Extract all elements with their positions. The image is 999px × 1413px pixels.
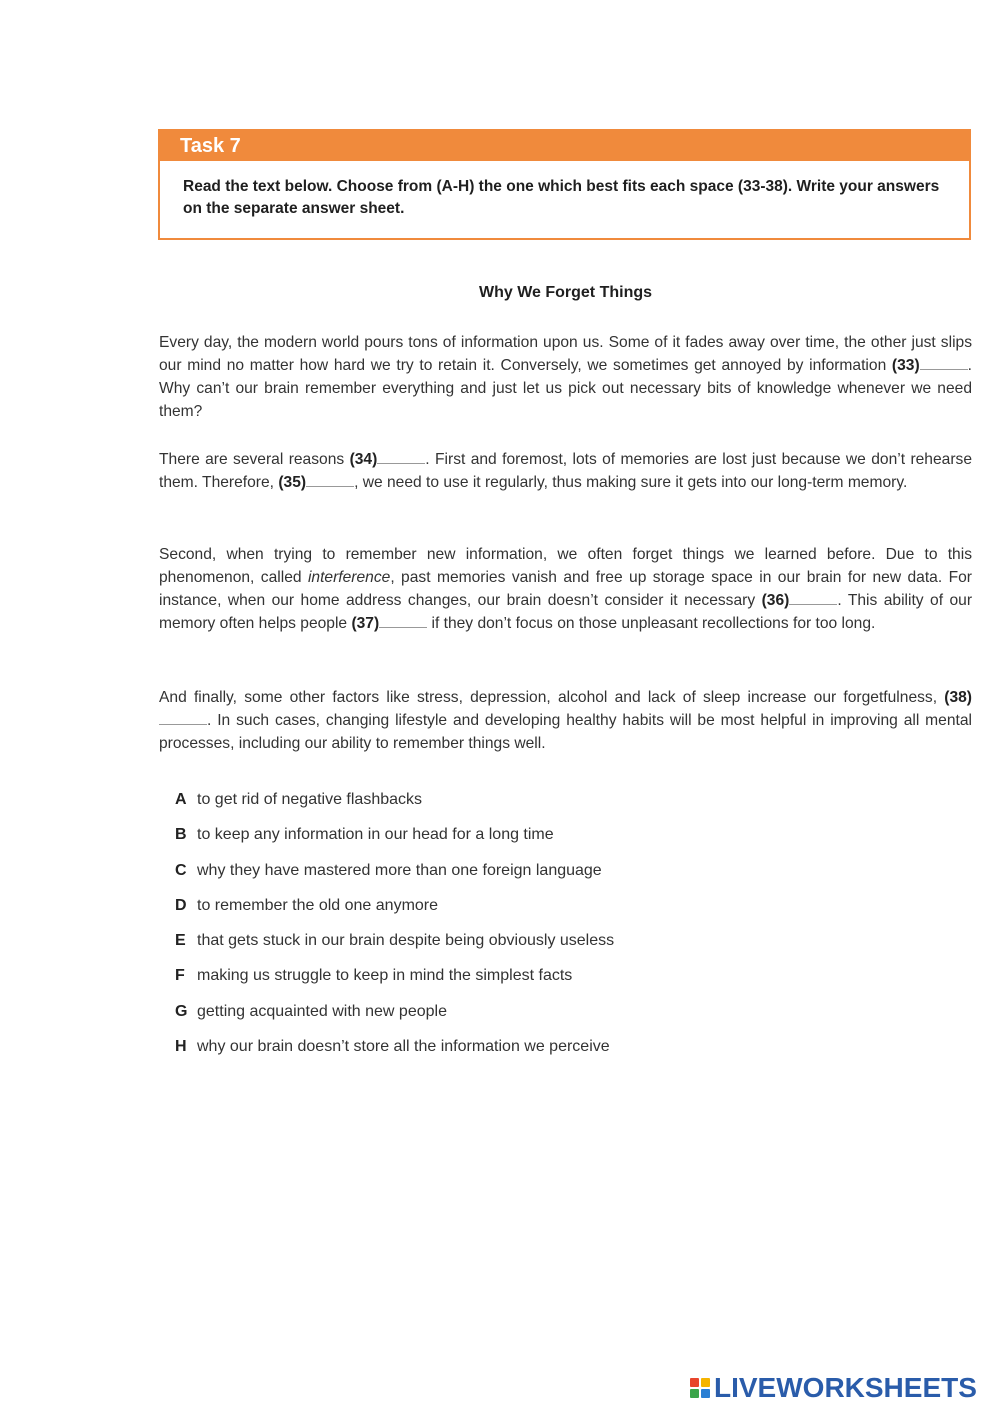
option-text: to keep any information in our head for a long time: [197, 826, 554, 844]
option-h: [175, 1035, 775, 1070]
option-text: getting acquainted with new people: [197, 1002, 447, 1020]
logo-square: [690, 1389, 699, 1398]
logo-square: [701, 1378, 710, 1387]
text: . This ability of our memory often helps people: [159, 592, 973, 632]
option-f: [175, 964, 775, 999]
task-instruction: Read the text below. Choose from (A-H) the one which best fits each space (33-38). Write your answers on the separate answer sheet.: [183, 178, 940, 217]
gap-36-label: (36): [761, 592, 790, 609]
text: , we need to use it regularly, thus making sure it gets into our long-term memory.: [354, 474, 908, 491]
term-interference: interference: [307, 569, 391, 586]
paragraph-1: [159, 331, 972, 423]
option-letter: H: [175, 1038, 187, 1056]
option-letter: B: [175, 826, 187, 844]
text: . First and foremost, lots of memories are lost just because we don’t rehearse them. Therefore,: [159, 451, 972, 491]
gap-33-blank[interactable]: [920, 356, 968, 370]
gap-33-label: (33): [891, 357, 920, 374]
logo-square: [701, 1389, 710, 1398]
paragraph-4: [159, 686, 972, 755]
gap-34-blank[interactable]: [377, 450, 425, 464]
answer-options: [175, 788, 775, 1070]
option-e: [175, 929, 775, 964]
text: There are several reasons: [159, 451, 350, 468]
gap-35-label: (35): [278, 474, 307, 491]
option-text: to get rid of negative flashbacks: [197, 791, 423, 808]
option-letter: D: [175, 896, 187, 914]
option-text: to remember the old one anymore: [197, 896, 439, 914]
option-letter: E: [175, 932, 186, 950]
task-header: Task 7: [160, 131, 969, 161]
option-text: why our brain doesn’t store all the information we perceive: [197, 1038, 610, 1056]
text: Every day, the modern world pours tons of information upon us. Some of it fades away over time, the other just slips our mind no matter how hard we try to retain it. Conversely, we sometimes get annoyed by information: [159, 334, 972, 374]
text: Second, when trying to remember new information, we often forget things we learned before. Due to this phenomenon, called: [159, 546, 972, 586]
option-letter: G: [175, 1002, 188, 1020]
option-letter: A: [175, 791, 187, 808]
gap-38-blank[interactable]: [159, 711, 207, 725]
logo-text: LIVEWORKSHEETS: [714, 1372, 977, 1403]
gap-35-blank[interactable]: [306, 473, 354, 487]
option-text: why they have mastered more than one foreign language: [197, 861, 602, 879]
option-text: that gets stuck in our brain despite being obviously useless: [197, 932, 615, 950]
option-text: making us struggle to keep in mind the simplest facts: [197, 967, 573, 985]
text: if they don’t focus on those unpleasant recollections for too long.: [427, 615, 876, 632]
option-g: [175, 1000, 775, 1035]
gap-36-blank[interactable]: [789, 591, 837, 605]
task-box: [158, 129, 971, 240]
option-b: [175, 823, 775, 858]
liveworksheets-logo[interactable]: [690, 1373, 977, 1403]
option-a: [175, 788, 775, 823]
gap-38-label: (38): [944, 689, 972, 706]
article-title: Why We Forget Things: [478, 284, 653, 301]
gap-37-label: (37): [351, 615, 380, 632]
text: . Why can’t our brain remember everything and just let us pick out necessary bits of knowledge whenever we need them?: [159, 357, 972, 420]
option-d: [175, 894, 775, 929]
text: And finally, some other factors like stress, depression, alcohol and lack of sleep increase our forgetfulness,: [159, 689, 945, 706]
text: . In such cases, changing lifestyle and developing healthy habits will be most helpful in improving all mental processes, including our ability to remember things well.: [159, 712, 972, 752]
text: , past memories vanish and free up storage space in our brain for new data. For instance, when our home address changes, our brain doesn’t consider it necessary: [159, 569, 972, 609]
option-c: [175, 859, 775, 894]
gap-34-label: (34): [349, 451, 378, 468]
paragraph-3: [159, 543, 972, 635]
option-letter: F: [175, 967, 185, 985]
gap-37-blank[interactable]: [379, 614, 427, 628]
logo-square: [690, 1378, 699, 1387]
logo-icon: [690, 1378, 710, 1398]
option-letter: C: [175, 861, 187, 879]
paragraph-2: [159, 448, 972, 494]
